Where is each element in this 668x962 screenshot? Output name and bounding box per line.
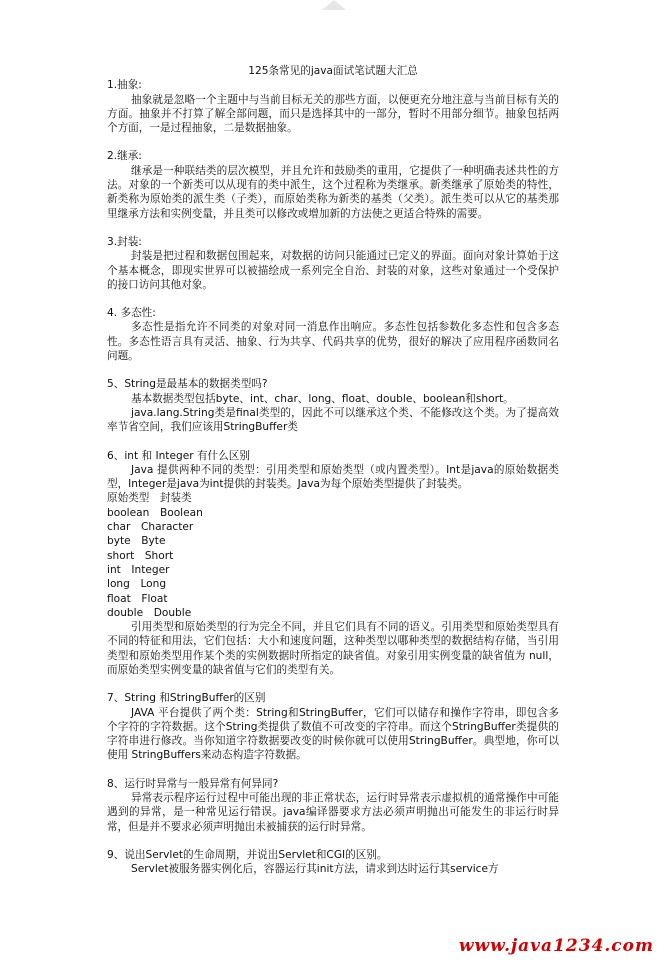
type-table-row: short Short xyxy=(107,549,174,562)
section-heading: 9、说出Servlet的生命周期，并说出Servlet和CGI的区别。 xyxy=(107,848,388,861)
type-table-row: int Integer xyxy=(107,563,170,576)
section-heading: 4. 多态性: xyxy=(107,307,156,320)
section-heading: 1.抽象: xyxy=(107,79,142,92)
section-paragraph: 基本数据类型包括byte、int、char、long、float、double、boolean和short。 xyxy=(131,392,514,405)
section-paragraph: JAVA 平台提供了两个类：String和StringBuffer，它们可以储存和操作字符串，即包含多个字符的字符数据。这个String类提供了数值不可改变的字符串。而这个StringBuffer类提供的字符串进行修改。当你知道字符数据要改变的时候你就可以使用StringBuffer。典型地，你可以使用 StringBuffers来动态构造字符数据。 xyxy=(107,706,559,762)
section-heading: 5、String是最基本的数据类型吗? xyxy=(107,378,268,391)
section-heading: 6、int 和 Integer 有什么区别 xyxy=(107,449,250,462)
scroll-up-arrow-icon[interactable] xyxy=(322,0,346,10)
section-paragraph: 抽象就是忽略一个主题中与当前目标无关的那些方面，以便更充分地注意与当前目标有关的方面。抽象并不打算了解全部问题，而只是选择其中的一部分，暂时不用部分细节。抽象包括两个方面，一是过程抽象，二是数据抽象。 xyxy=(107,93,559,135)
section-heading: 2.继承: xyxy=(107,150,142,163)
section-paragraph: Java 提供两种不同的类型：引用类型和原始类型（或内置类型）。Int是java的原始数据类型，Integer是java为int提供的封装类。Java为每个原始类型提供了封装类。 xyxy=(107,463,559,491)
type-table-row: float Float xyxy=(107,592,168,605)
section-heading: 3.封装: xyxy=(107,235,142,248)
section-paragraph: java.lang.String类是final类型的，因此不可以继承这个类、不能修改这个类。为了提高效率节省空间，我们应该用StringBuffer类 xyxy=(107,406,559,434)
section-paragraph: 异常表示程序运行过程中可能出现的非正常状态，运行时异常表示虚拟机的通常操作中可能遇到的异常，是一种常见运行错误。java编译器要求方法必须声明抛出可能发生的非运行时异常，但是并不要求必须声明抛出未被捕获的运行时异常。 xyxy=(107,792,559,833)
document-title: 125条常见的java面试笔试题大汇总 xyxy=(248,65,418,77)
type-table-row: boolean Boolean xyxy=(107,506,203,519)
section-heading: 7、String 和StringBuffer的区别 xyxy=(107,692,266,705)
section-paragraph: Servlet被服务器实例化后，容器运行其init方法，请求到达时运行其service方 xyxy=(131,863,499,876)
section-paragraph: 继承是一种联结类的层次模型，并且允许和鼓励类的重用，它提供了一种明确表述共性的方法。对象的一个新类可以从现有的类中派生，这个过程称为类继承。新类继承了原始类的特性，新类称为原始类的派生类（子类），而原始类称为新类的基类（父类）。派生类可以从它的基类那里继承方法和实例变量，并且类可以修改或增加新的方法使之更适合特殊的需要。 xyxy=(107,164,559,220)
section-paragraph: 引用类型和原始类型的行为完全不同，并且它们具有不同的语义。引用类型和原始类型具有不同的特征和用法，它们包括：大小和速度问题，这种类型以哪种类型的数据结构存储，当引用类型和原始类型用作某个类的实例数据时所指定的缺省值。对象引用实例变量的缺省值为 null，而原始类型实例变量的缺省值与它们的类型有关。 xyxy=(107,621,559,676)
document-page xyxy=(107,64,559,877)
type-table-row: 原始类型 封装类 xyxy=(107,492,192,505)
type-table-row: byte Byte xyxy=(107,535,166,548)
site-watermark: www.java1234.com xyxy=(458,936,654,956)
section-paragraph: 多态性是指允许不同类的对象对同一消息作出响应。多态性包括参数化多态性和包含多态性。多态性语言具有灵活、抽象、行为共享、代码共享的优势，很好的解决了应用程序函数同名问题。 xyxy=(107,321,559,363)
type-table-row: char Character xyxy=(107,521,194,534)
section-heading: 8、运行时异常与一般异常有何异同? xyxy=(107,777,279,790)
type-table-row: long Long xyxy=(107,578,167,591)
type-table-row: double Double xyxy=(107,606,192,619)
section-paragraph: 封装是把过程和数据包围起来，对数据的访问只能通过已定义的界面。面向对象计算始于这个基本概念，即现实世界可以被描绘成一系列完全自治、封装的对象，这些对象通过一个受保护的接口访问其他对象。 xyxy=(107,250,559,291)
